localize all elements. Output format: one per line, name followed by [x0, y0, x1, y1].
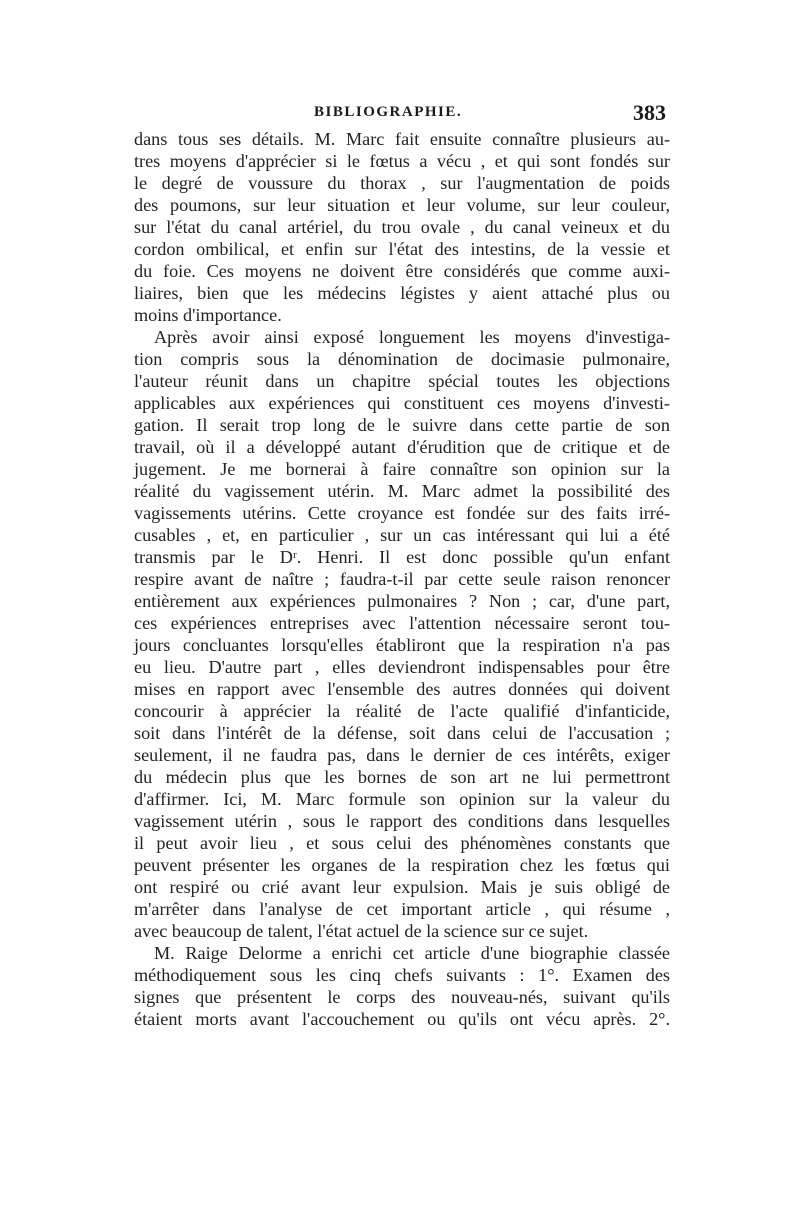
text-line: le degré de voussure du thorax , sur l'augmentation de poids	[134, 173, 670, 193]
text-line: il peut avoir lieu , et sous celui des phénomènes constants que	[134, 833, 670, 853]
text-line: jours concluantes lorsqu'elles établiront que la respiration n'a pas	[134, 635, 670, 655]
text-line: transmis par le Dʳ. Henri. Il est donc possible qu'un enfant	[134, 547, 670, 567]
text-line: méthodiquement sous les cinq chefs suivants : 1°. Examen des	[134, 965, 670, 985]
text-line: sur l'état du canal artériel, du trou ovale , du canal veineux et du	[134, 217, 670, 237]
text-line: réalité du vagissement utérin. M. Marc admet la possibilité des	[134, 481, 670, 501]
text-line: signes que présentent le corps des nouveau-nés, suivant qu'ils	[134, 987, 670, 1007]
page-header	[134, 100, 670, 130]
body-text	[134, 128, 670, 1030]
text-line: gation. Il serait trop long de le suivre dans cette partie de son	[134, 415, 670, 435]
text-line: peuvent présenter les organes de la respiration chez les fœtus qui	[134, 855, 670, 875]
text-line: vagissements utérins. Cette croyance est fondée sur des faits irré-	[134, 503, 670, 523]
text-line: eu lieu. D'autre part , elles deviendront indispensables pour être	[134, 657, 670, 677]
text-line: moins d'importance.	[134, 305, 282, 325]
text-line: ont respiré ou crié avant leur expulsion. Mais je suis obligé de	[134, 877, 670, 897]
running-title: BIBLIOGRAPHIE.	[314, 104, 463, 120]
text-line: M. Raige Delorme a enrichi cet article d'une biographie classée	[154, 943, 670, 963]
text-line: mises en rapport avec l'ensemble des autres données qui doivent	[134, 679, 670, 699]
text-line: d'affirmer. Ici, M. Marc formule son opinion sur la valeur du	[134, 789, 670, 809]
text-line: tion compris sous la dénomination de docimasie pulmonaire,	[134, 349, 670, 369]
text-line: étaient morts avant l'accouchement ou qu'ils ont vécu après. 2°.	[134, 1009, 670, 1029]
text-line: dans tous ses détails. M. Marc fait ensuite connaître plusieurs au-	[134, 129, 670, 149]
text-line: jugement. Je me bornerai à faire connaître son opinion sur la	[134, 459, 670, 479]
text-line: tres moyens d'apprécier si le fœtus a vécu , et qui sont fondés sur	[134, 151, 670, 171]
text-line: avec beaucoup de talent, l'état actuel de la science sur ce sujet.	[134, 921, 589, 941]
text-line: travail, où il a développé autant d'érudition que de critique et de	[134, 437, 670, 457]
text-line: respire avant de naître ; faudra-t-il par cette seule raison renoncer	[134, 569, 670, 589]
text-line: des poumons, sur leur situation et leur volume, sur leur couleur,	[134, 195, 670, 215]
text-line: cordon ombilical, et enfin sur l'état des intestins, de la vessie et	[134, 239, 670, 259]
text-line: concourir à apprécier la réalité de l'acte qualifié d'infanticide,	[134, 701, 670, 721]
page-number: 383	[633, 100, 666, 125]
text-line: vagissement utérin , sous le rapport des conditions dans lesquelles	[134, 811, 670, 831]
text-line: m'arrêter dans l'analyse de cet important article , qui résume ,	[134, 899, 670, 919]
text-line: liaires, bien que les médecins légistes y aient attaché plus ou	[134, 283, 670, 303]
text-line: du foie. Ces moyens ne doivent être considérés que comme auxi-	[134, 261, 670, 281]
text-line: seulement, il ne faudra pas, dans le dernier de ces intérêts, exiger	[134, 745, 670, 765]
text-line: soit dans l'intérêt de la défense, soit dans celui de l'accusation ;	[134, 723, 670, 743]
text-line: Après avoir ainsi exposé longuement les moyens d'investiga-	[154, 327, 670, 347]
text-line: du médecin plus que les bornes de son art ne lui permettront	[134, 767, 670, 787]
text-line: cusables , et, en particulier , sur un cas intéressant qui lui a été	[134, 525, 670, 545]
text-line: l'auteur réunit dans un chapitre spécial toutes les objections	[134, 371, 670, 391]
text-line: applicables aux expériences qui constituent ces moyens d'investi-	[134, 393, 670, 413]
text-line: entièrement aux expériences pulmonaires ? Non ; car, d'une part,	[134, 591, 670, 611]
text-line: ces expériences entreprises avec l'attention nécessaire seront tou-	[134, 613, 670, 633]
